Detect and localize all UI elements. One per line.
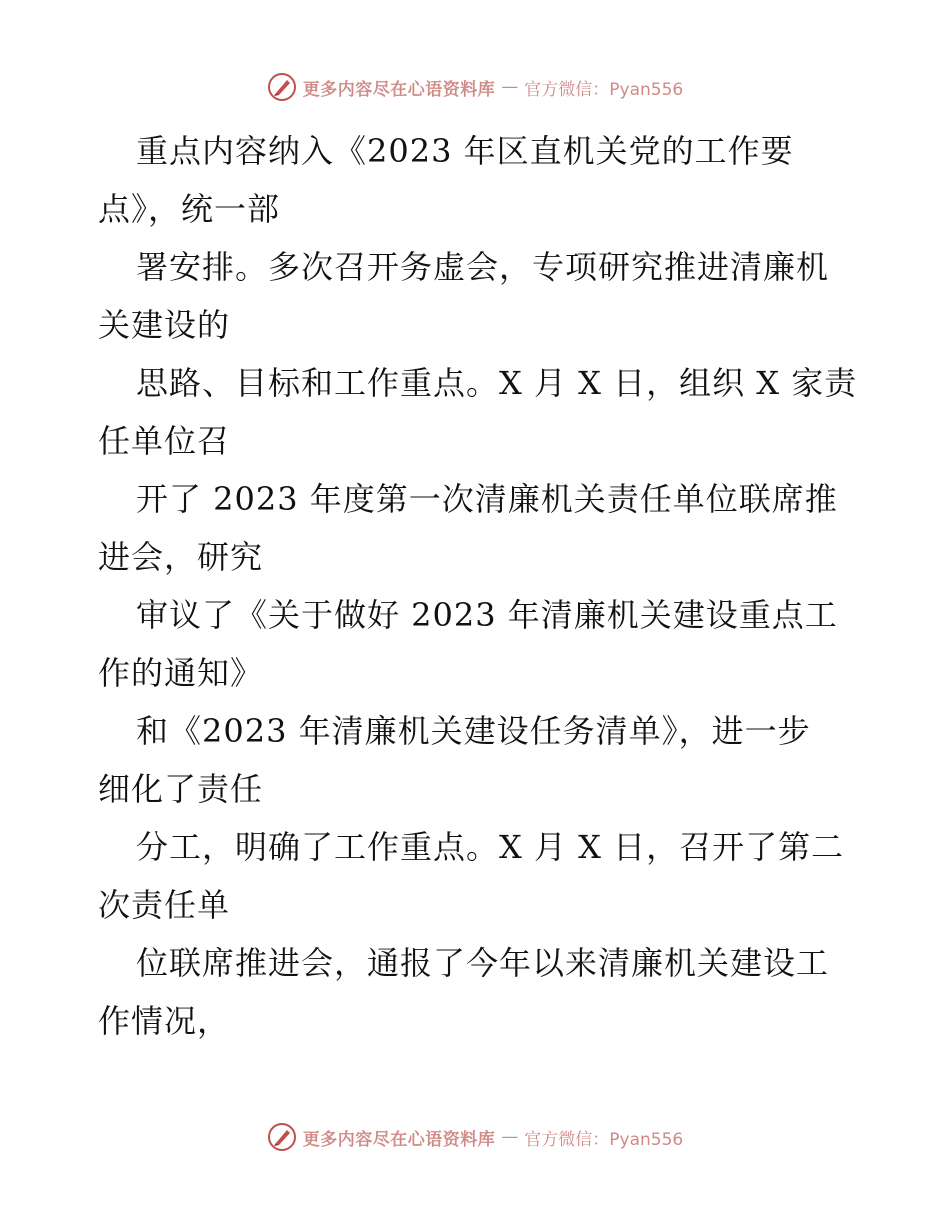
document-body <box>98 122 858 1050</box>
text-line: 审议了《关于做好 2023 年清廉机关建设重点工 <box>136 596 838 634</box>
text-line: 作情况， <box>98 1002 231 1040</box>
header-watermark <box>0 72 950 102</box>
watermark-separator: — <box>501 77 519 97</box>
text-line: 重点内容纳入《2023 年区直机关党的工作要 <box>136 132 794 170</box>
text-line: 进会，研究 <box>98 538 264 576</box>
text-line: 关建设的 <box>98 306 231 344</box>
text-line: 次责任单 <box>98 886 231 924</box>
pen-quill-logo-icon <box>267 72 297 102</box>
text-line: 开了 2023 年度第一次清廉机关责任单位联席推 <box>136 480 838 518</box>
watermark-contact: 官方微信：Pyan556 <box>524 79 684 100</box>
text-line: 点》，统一部 <box>98 190 281 228</box>
watermark-separator: — <box>501 1127 519 1147</box>
text-line: 署安排。多次召开务虚会，专项研究推进清廉机 <box>136 248 830 286</box>
pen-quill-logo-icon <box>267 1122 297 1152</box>
text-line: 思路、目标和工作重点。X 月 X 日，组织 X 家责 <box>136 364 858 402</box>
text-line: 细化了责任 <box>98 770 264 808</box>
text-line: 作的通知》 <box>98 654 264 692</box>
watermark-text: 更多内容尽在心语资料库 <box>302 1129 496 1150</box>
watermark-contact: 官方微信：Pyan556 <box>524 1129 684 1150</box>
text-line: 和《2023 年清廉机关建设任务清单》，进一步 <box>136 712 811 750</box>
text-line: 分工，明确了工作重点。X 月 X 日，召开了第二 <box>136 828 845 866</box>
footer-watermark <box>0 1122 950 1152</box>
text-line: 任单位召 <box>98 422 231 460</box>
watermark-text: 更多内容尽在心语资料库 <box>302 79 496 100</box>
text-line: 位联席推进会，通报了今年以来清廉机关建设工 <box>136 944 830 982</box>
